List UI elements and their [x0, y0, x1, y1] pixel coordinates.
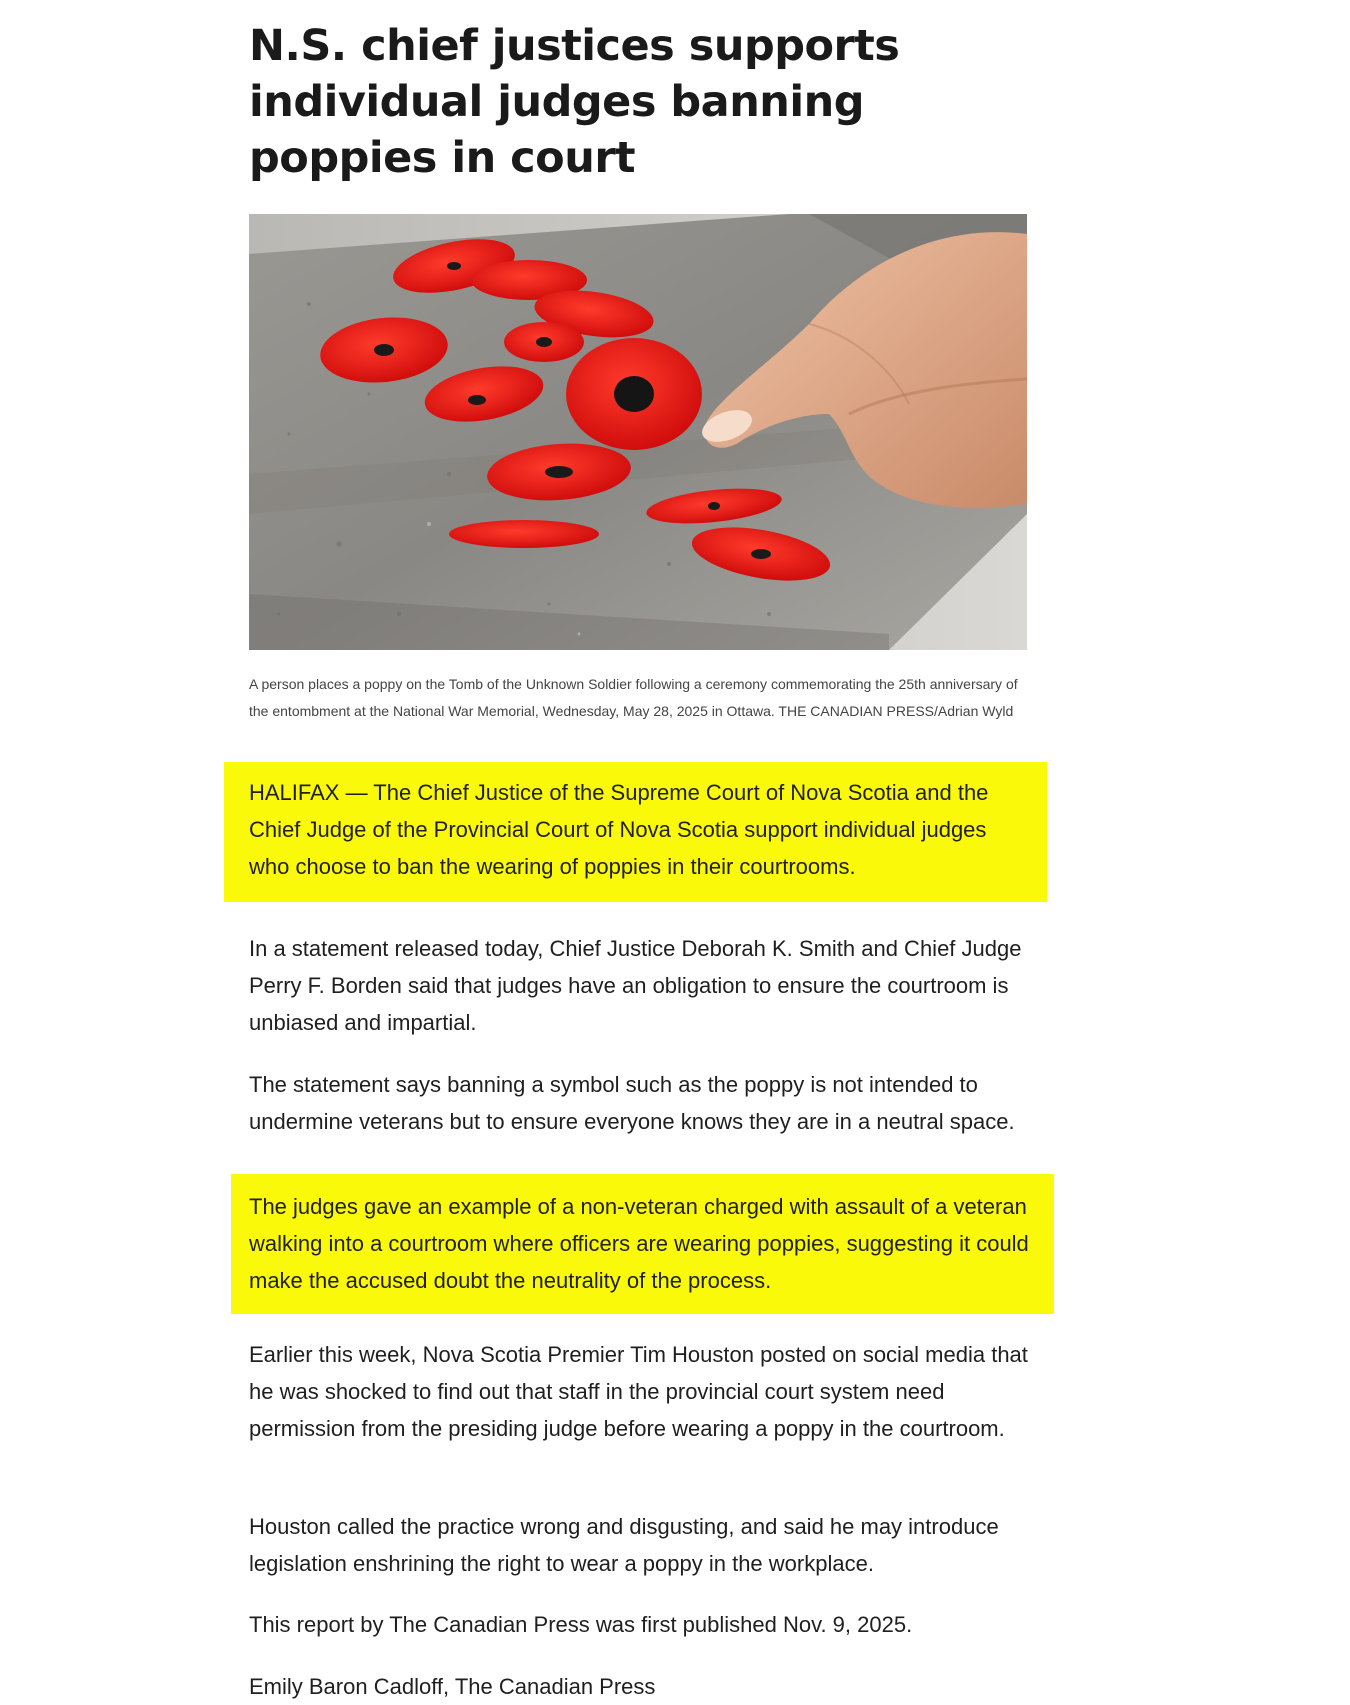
article-paragraph-7: This report by The Canadian Press was first published Nov. 9, 2025. [249, 1612, 913, 1637]
photo-caption: A person places a poppy on the Tomb of the Unknown Soldier following a ceremony commemorating the 25th anniversary of the entombment at the National War Memorial, Wednesday, May 28, 2025 in Ottawa. THE CANADIAN PRESS/Adrian Wyld [249, 676, 1018, 719]
article-paragraph-4: The judges gave an example of a non-veteran charged with assault of a veteran walking into a courtroom where officers are wearing poppies, suggesting it could make the accused doubt the neutrality of the process. [249, 1194, 1029, 1293]
article-paragraph-2: In a statement released today, Chief Justice Deborah K. Smith and Chief Judge Perry F. Borden said that judges have an obligation to ensure the courtroom is unbiased and impartial. [249, 936, 1022, 1035]
article-paragraph-3: The statement says banning a symbol such as the poppy is not intended to undermine veterans but to ensure everyone knows they are in a neutral space. [249, 1072, 1015, 1134]
article-headline: N.S. chief justices supports individual judges banning poppies in court [249, 21, 900, 183]
poppies-photo [249, 214, 1027, 650]
article-byline: Emily Baron Cadloff, The Canadian Press [249, 1674, 656, 1699]
news-article [249, 18, 1029, 1699]
article-paragraph-1: HALIFAX — The Chief Justice of the Supreme Court of Nova Scotia and the Chief Judge of the Provincial Court of Nova Scotia support individual judges who choose to ban the wearing of poppies in their courtrooms. [249, 780, 989, 879]
article-paragraph-5: Earlier this week, Nova Scotia Premier Tim Houston posted on social media that he was shocked to find out that staff in the provincial court system need permission from the presiding judge before wearing a poppy in the courtroom. [249, 1342, 1028, 1441]
article-paragraph-6: Houston called the practice wrong and disgusting, and said he may introduce legislation enshrining the right to wear a poppy in the workplace. [249, 1514, 999, 1576]
